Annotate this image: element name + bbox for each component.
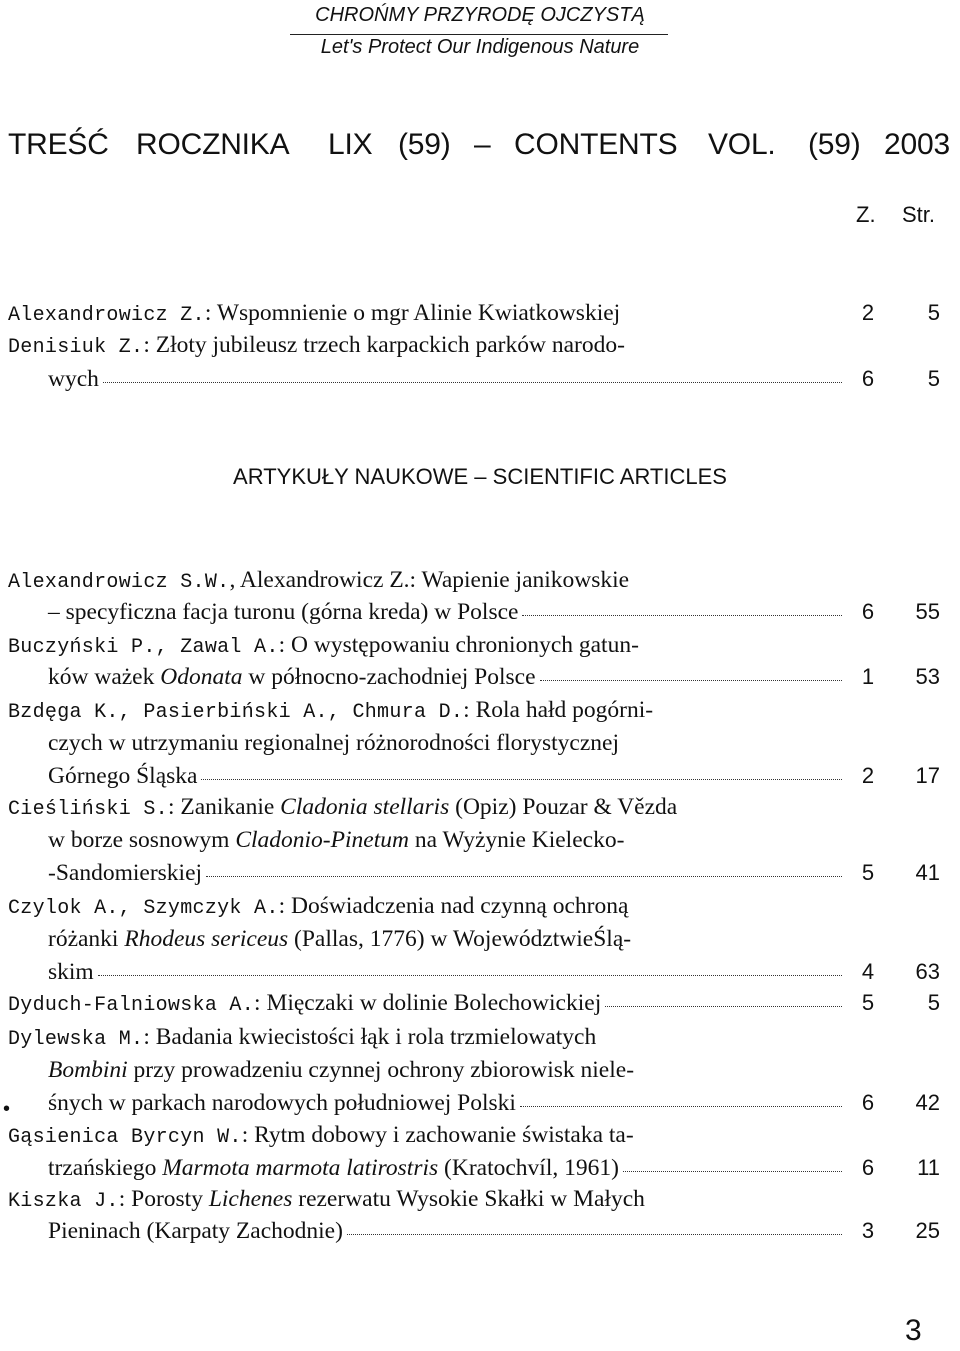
- title-word: CONTENTS: [514, 128, 678, 161]
- entry-issue: 2: [861, 763, 875, 788]
- title-word: ROCZNIKA: [136, 128, 290, 161]
- entry-title-cont: (Kratochvíl, 1961): [438, 1155, 619, 1181]
- entry-author: Alexandrowicz S.W.: [8, 571, 230, 594]
- entry-author: Denisiuk Z.: [8, 336, 144, 359]
- entry-title: : Wspomnienie o mgr Alinie Kwiatkowskiej: [204, 300, 621, 326]
- title-word: –: [474, 128, 491, 161]
- column-issue-header: Z.: [856, 202, 876, 227]
- entry-title-cont: (Pallas, 1776) w WojewództwieŚlą-: [288, 926, 632, 952]
- title-word: TREŚĆ: [8, 128, 109, 161]
- entry-issue: 6: [861, 599, 875, 624]
- entry-page: 41: [915, 860, 940, 885]
- entry-title-cont: – specyficzna facja turonu (górna kreda) w Polsce: [48, 599, 519, 625]
- title-word: VOL.: [708, 128, 776, 161]
- dot-leader: [98, 975, 842, 976]
- entry-title-cont: różanki: [48, 926, 125, 952]
- entry-title-cont: Górnego Śląska: [48, 763, 198, 789]
- entry-author: Kiszka J.: [8, 1190, 119, 1213]
- entry-title-cont: trzańskiego: [48, 1155, 163, 1181]
- dot-leader: [206, 876, 842, 877]
- entry-title: : Badania kwiecistości łąk i rola trzmielowatych: [143, 1024, 597, 1050]
- entry-author: Bzdęga K., Pasierbiński A., Chmura D.: [8, 701, 464, 724]
- title-word: (59): [808, 128, 861, 161]
- dot-leader: [540, 680, 843, 681]
- title-word: (59): [398, 128, 451, 161]
- entry-page: 55: [915, 599, 940, 624]
- entry-title-cont: w borze sosnowym: [48, 827, 236, 853]
- entry-page: 63: [915, 959, 940, 984]
- entry-title-cont: przy prowadzeniu czynnej ochrony zbiorowisk niele-: [127, 1057, 635, 1083]
- dot-leader: [347, 1234, 842, 1235]
- entry-issue: 5: [861, 990, 875, 1015]
- taxon-name: Lichenes: [208, 1186, 293, 1212]
- entry-title-cont: skim: [48, 959, 94, 985]
- entry-issue: 2: [861, 300, 875, 325]
- entry-title-cont: w północno-zachodniej Polsce: [242, 664, 536, 690]
- entry-title-cont: Pieninach (Karpaty Zachodnie): [48, 1218, 343, 1244]
- journal-title-en: Let's Protect Our Indigenous Nature: [320, 36, 640, 58]
- entry-issue: 6: [861, 366, 875, 391]
- entry-title-cont: -Sandomierskiej: [48, 860, 203, 886]
- entry-author: Alexandrowicz Z.: [8, 304, 205, 327]
- dot-leader: [522, 615, 842, 616]
- entry-title: : Rola hałd pogórni-: [463, 697, 654, 723]
- entry-page: 53: [915, 664, 940, 689]
- entry-title: , Alexandrowicz Z.: Wapienie janikowskie: [229, 567, 630, 593]
- entry-author: Dylewska M.: [8, 1028, 144, 1051]
- entry-page: 5: [927, 990, 940, 1015]
- stray-mark: •: [3, 1098, 11, 1120]
- entry-title-cont: wych: [48, 366, 99, 392]
- journal-title-pl: CHROŃMY PRZYRODĘ OJCZYSTĄ: [315, 4, 645, 26]
- title-word: 2003: [884, 128, 950, 161]
- entry-issue: 6: [861, 1155, 875, 1180]
- entry-author: Buczyński P., Zawal A.: [8, 636, 279, 659]
- entry-issue: 4: [861, 959, 875, 984]
- header-rule: [290, 34, 668, 35]
- dot-leader: [201, 779, 842, 780]
- entry-title-cont: ków ważek: [48, 664, 161, 690]
- entry-title: : Mięczaki w dolinie Bolechowickiej: [254, 990, 602, 1016]
- column-page-header: Str.: [902, 202, 936, 227]
- entry-title: : Doświadczenia nad czynną ochroną: [278, 893, 629, 919]
- entry-page: 17: [915, 763, 940, 788]
- entry-issue: 6: [861, 1090, 875, 1115]
- entry-issue: 1: [861, 664, 875, 689]
- entry-title-cont: czych w utrzymaniu regionalnej różnorodności florystycznej: [48, 730, 619, 756]
- dot-leader: [623, 1171, 842, 1172]
- entry-author: Gąsienica Byrcyn W.: [8, 1126, 242, 1149]
- taxon-name: Odonata: [160, 664, 243, 690]
- entry-page: 5: [927, 300, 940, 325]
- entry-title: : Zanikanie: [167, 794, 281, 820]
- entry-issue: 5: [861, 860, 875, 885]
- entry-title-cont: na Wyżynie Kielecko-: [408, 827, 625, 853]
- entry-page: 11: [917, 1155, 940, 1180]
- section-heading: ARTYKUŁY NAUKOWE – SCIENTIFIC ARTICLES: [233, 464, 727, 489]
- entry-page: 5: [927, 366, 940, 391]
- entry-title: : Rytm dobowy i zachowanie świstaka ta-: [241, 1122, 634, 1148]
- taxon-name: Cladonio-Pinetum: [235, 827, 409, 853]
- entry-title: : O występowaniu chronionych gatun-: [278, 632, 639, 658]
- title-word: LIX: [328, 128, 373, 161]
- entry-author: Dyduch-Falniowska A.: [8, 994, 255, 1017]
- dot-leader: [103, 382, 842, 383]
- entry-title: : Złoty jubileusz trzech karpackich parków narodo-: [143, 332, 625, 358]
- entry-title: : Porosty: [118, 1186, 209, 1212]
- dot-leader: [520, 1106, 842, 1107]
- entry-author: Czylok A., Szymczyk A.: [8, 897, 279, 920]
- entry-page: 42: [915, 1090, 940, 1115]
- taxon-name: Cladonia stellaris: [280, 794, 450, 820]
- taxon-name: Rhodeus sericeus: [124, 926, 289, 952]
- entry-title: rezerwatu Wysokie Skałki w Małych: [292, 1186, 645, 1212]
- entry-issue: 3: [861, 1218, 875, 1243]
- entry-title-cont: śnych w parkach narodowych południowej Polski: [48, 1090, 516, 1116]
- entry-page: 25: [915, 1218, 940, 1243]
- taxon-name: Marmota marmota latirostris: [162, 1155, 439, 1181]
- dot-leader: [605, 1006, 842, 1007]
- taxon-name: Bombini: [48, 1057, 128, 1083]
- entry-title: (Opiz) Pouzar & Vězda: [449, 794, 678, 820]
- page-number: 3: [905, 1314, 922, 1347]
- entry-author: Cieśliński S.: [8, 798, 168, 821]
